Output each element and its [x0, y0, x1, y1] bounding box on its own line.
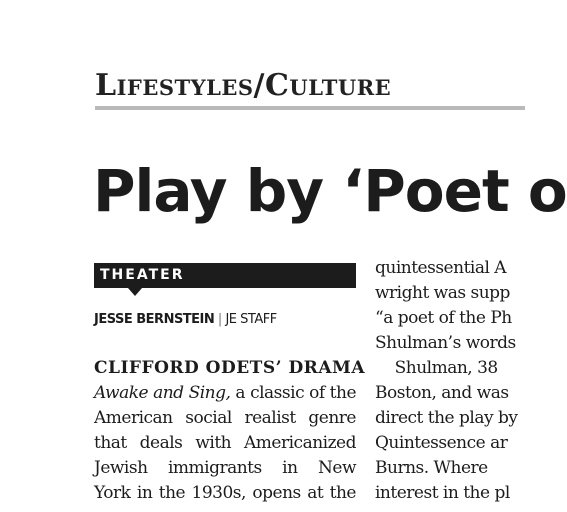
body-line: interest in the pl — [375, 483, 510, 503]
section-heading: Lifestyles/Culture — [95, 68, 392, 103]
byline-author: JESSE BERNSTEIN — [94, 312, 215, 327]
body-line: Boston, and was — [375, 383, 509, 403]
body-line: American social realist genre — [94, 408, 356, 428]
tag-pointer-icon — [128, 288, 142, 296]
body-line: Shulman’s words — [375, 333, 516, 353]
section-divider — [95, 106, 525, 110]
body-line: Shulman, 38 — [375, 358, 498, 378]
article-column-left — [94, 356, 366, 506]
byline-role: JE STAFF — [225, 312, 277, 327]
body-line: quintessential A — [375, 258, 507, 278]
body-line: wright was supp — [375, 283, 510, 303]
byline — [94, 311, 277, 329]
byline-separator: | — [217, 312, 222, 327]
body-line: Quintessence ar — [375, 433, 508, 453]
body-line: that deals with Americanized — [94, 433, 356, 453]
body-line: Awake and Sing, a classic of the — [94, 383, 357, 403]
article-headline: Play by ‘Poet o — [93, 157, 567, 225]
body-line: Jewish immigrants in New — [94, 458, 356, 478]
body-line: “a poet of the Ph — [375, 308, 512, 328]
category-tag: THEATER — [94, 263, 356, 288]
article-column-right — [375, 256, 535, 506]
body-line: direct the play by — [375, 408, 518, 428]
play-title: Awake and Sing, — [94, 383, 231, 403]
body-line: York in the 1930s, opens at the — [94, 483, 356, 503]
body-line: Burns. Where — [375, 458, 488, 478]
lead-in: CLIFFORD ODETS’ DRAMA — [94, 358, 366, 378]
